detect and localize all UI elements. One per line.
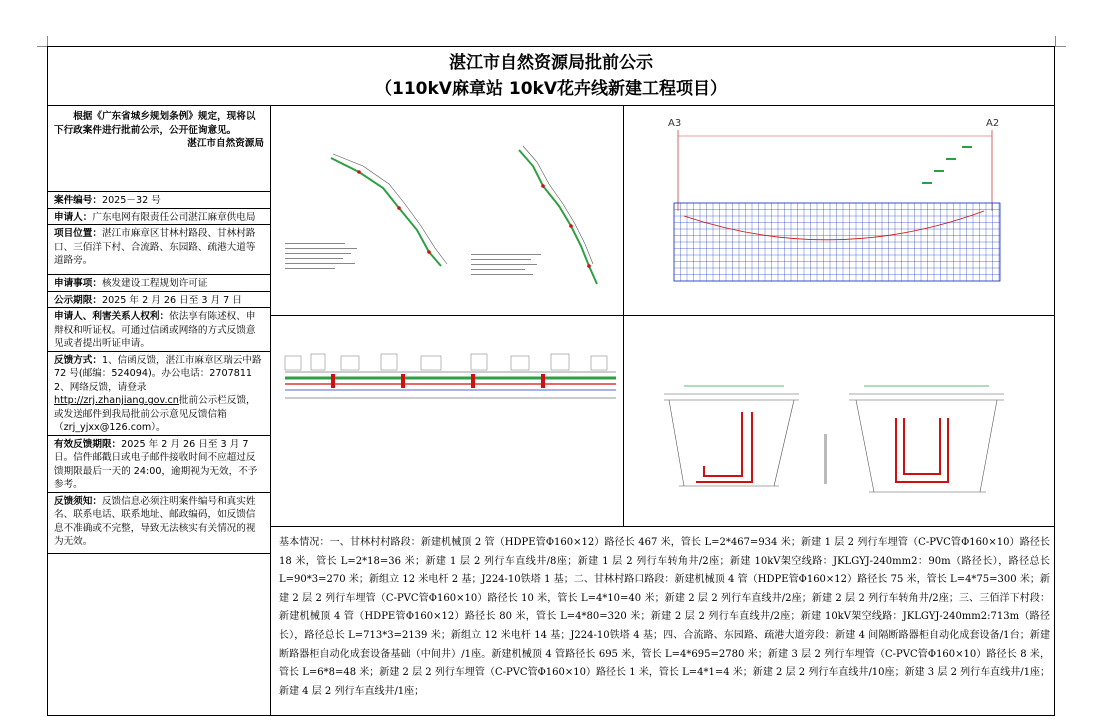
street-plan-svg (271, 316, 623, 525)
applicant-row (48, 209, 270, 225)
profile-drawing (624, 106, 1054, 316)
label-a3: A3 (668, 118, 682, 129)
location-label: 项目位置： (54, 228, 102, 239)
feedback-letter: 1、信函反馈，湛江市麻章区瑞云中路 72 号(邮编：524094)。办公电话：2707811 (54, 354, 262, 379)
feedback-row (48, 352, 270, 435)
route-plan-svg (271, 106, 623, 315)
feedback-url-link[interactable]: http://zrj.zhanjiang.gov.cn (54, 395, 179, 406)
title-block (48, 47, 1054, 106)
case-no-value: 2025－32 号 (101, 195, 161, 206)
notice-row (48, 493, 270, 549)
rights-value: 依法享有陈述权、申辩权和听证权。可通过信函或网络的方式反馈意见或者提出听证申请。 (54, 311, 256, 349)
notice-value: 反馈信息必须注明案件编号和真实姓名、联系电话、联系地址、邮政编码，如反馈信息不准确或不完整，导致无法核实有关情况的视为无效。 (54, 495, 256, 547)
rights-row (48, 308, 270, 351)
page-title: 湛江市自然资源局批前公示 (449, 53, 653, 73)
profile-svg (624, 106, 1054, 315)
intro-block (48, 106, 270, 176)
period-row (48, 292, 270, 308)
label-a2: A2 (986, 118, 1000, 129)
rights-label: 申请人、利害关系人权利： (54, 311, 170, 322)
trench-section-drawing (624, 316, 1054, 526)
valid-value: 2025 年 2 月 26 日至 3 月 7 日。信件邮戳日或电子邮件接收时间不应超过反馈期限最后一天的 24:00，逾期视为无效，不予参考。 (54, 438, 258, 490)
applicant-value: 广东电网有限责任公司湛江麻章供电局 (92, 211, 256, 223)
feedback-email-link[interactable]: （zrj_yjxx@126.com）。 (54, 422, 166, 433)
page-subtitle: （110kV麻章站 10kV花卉线新建工程项目） (375, 79, 727, 99)
drawings-area (271, 106, 1054, 715)
valid-row (48, 436, 270, 492)
street-plan-drawing (271, 316, 624, 526)
crop-mark (1055, 36, 1066, 47)
feedback-online-detail: 批前公示栏反馈，或发送邮件到我局批前公示意见反馈信箱 (54, 395, 256, 420)
location-value: 湛江市麻章区甘林村路段、甘林村路口、三佰洋下村、合流路、东园路、疏港大道等道路旁。 (54, 228, 256, 266)
case-no-row (48, 192, 270, 208)
route-plan-drawing (271, 106, 624, 316)
item-row (48, 275, 270, 291)
intro-text: 根据《广东省城乡规划条例》规定，现将以下行政案件进行批前公示，公开征询意见。 (54, 111, 256, 136)
project-description: 基本情况：一、甘林村村路段：新建机械顶 2 管（HDPE管Φ160×12）路径长 467 米，管长 L=2*467=934 米；新建 1 层 2 列行车埋管（C-PVC管Φ160×10）路径长 18 米，管长 L=2*18=36 米；新建 1 层 2 列行车直线井/8座；新建 1 层 2 列行车转角井/2座；新建 10kV架空线路：JKLGYJ-240mm2：90m（路径长），路径总长 L=90*3=270 米；新组立 12 米电杆 2 基；J224-10铁塔 1 基；二、甘林村路口路段：新建机械顶 4 管（HDPE管Φ160×12）路径长 75 米，管长 L=4*75=300 米；新建 2 层 2 列行车埋管（C-PVC管Φ160×10）路径长 10 米，管长 L=4*10=40 米；新建 2 层 2 列行车直线井/2座；新建 2 层 2 列行车转角井/2座；三、三佰洋下村段：新建机械顶 4 管（HDPE管Φ160×12）路径长 80 米，管长 L=4*80=320 米；新建 2 层 2 列行车直线井/2座；新建 10kV架空线路：JKLGYJ-240mm2:713m（路径长），路径总长 L=713*3=2139 米；新组立 12 米电杆 14 基；J224-10铁塔 4 基；四、合流路、东园路、疏港大道旁段：新建 4 间隔断路器柜自动化成套设备/1台；新建断路器柜自动化成套设备基础（中间井）/1座。新建机械顶 4 管路径长 695 米，管长 L=4*695=2780 米；新建 3 层 2 列行车埋管（C-PVC管Φ160×10）路径长 8 米，管长 L=6*8=48 米；新建 2 层 2 列行车埋管（C-PVC管Φ160×10）路径长 1 米，管长 L=4*1=4 米；新建 2 层 2 列行车直线井/10座；新建 3 层 2 列行车直线井/1座；新建 4 层 2 列行车直线井/1座； (271, 526, 1054, 715)
applicant-label: 申请人： (54, 211, 93, 223)
case-no-label: 案件编号： (54, 195, 102, 206)
notice-label: 反馈须知： (54, 495, 102, 507)
intro-org: 湛江市自然资源局 (187, 138, 264, 149)
period-value: 2025 年 2 月 26 日至 3 月 7 日 (101, 294, 242, 306)
valid-label: 有效反馈期限： (54, 438, 122, 450)
item-value: 核发建设工程规划许可证 (101, 278, 208, 289)
location-row (48, 225, 270, 271)
item-label: 申请事项： (54, 278, 102, 289)
notice-sheet (47, 46, 1055, 716)
feedback-label: 反馈方式： (54, 354, 102, 366)
period-label: 公示期限： (54, 294, 102, 306)
feedback-online: 2、网络反馈，请登录 (54, 381, 147, 393)
notice-info-column (48, 106, 271, 715)
trench-section-svg (624, 316, 1054, 525)
